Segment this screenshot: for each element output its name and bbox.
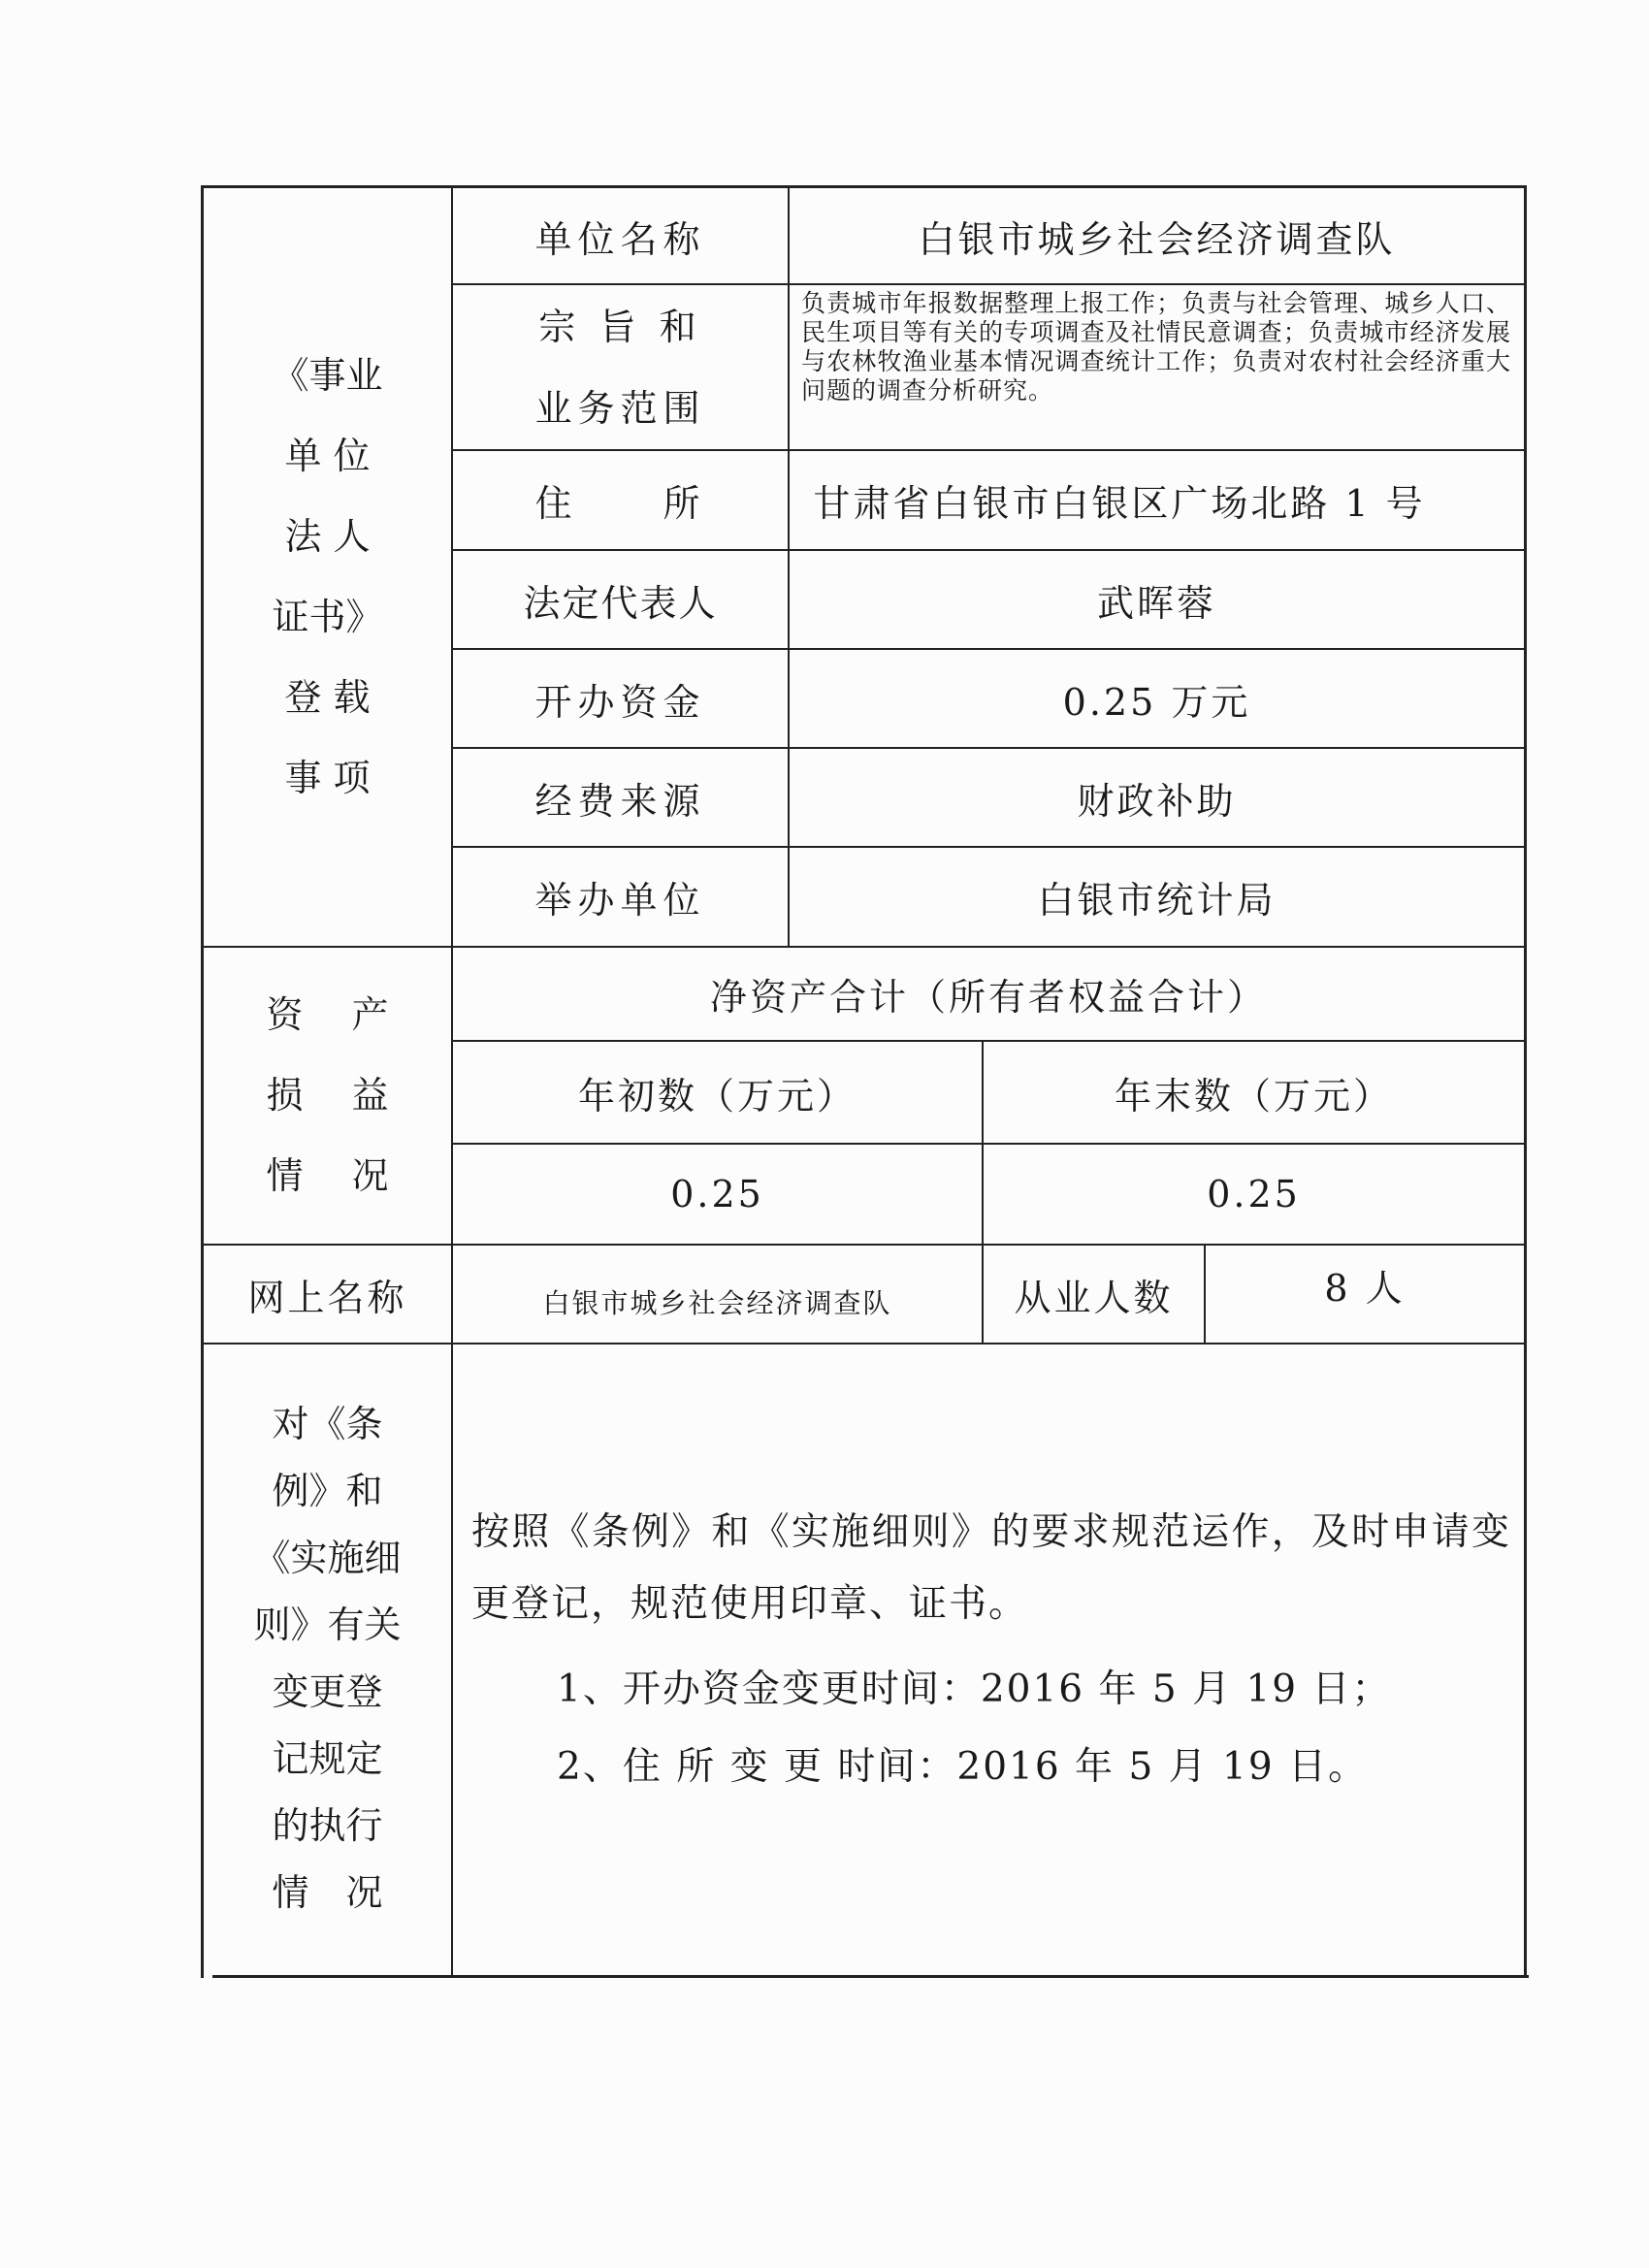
sponsor-unit-value: 白银市统计局 (1037, 879, 1277, 922)
border-right (1524, 185, 1527, 1978)
purpose-scope-value: 负责城市年报数据整理上报工作；负责与社会管理、城乡人口、民生项目等有关的专项调查及社情民意调查；负责城市经济发展与农林牧渔业基本情况调查统计工作；负责对农村社会经济重大问题的调查分析研究。 (801, 289, 1511, 405)
sponsor-unit-label: 举办单位 (534, 879, 706, 922)
compliance-label: 对《条 例》和 《实施细 则》有关 变更登 记规定 的执行 情 况 (253, 1403, 402, 1914)
address-label: 住 所 (534, 482, 706, 525)
compliance-item-1: 1、开办资金变更时间：2016 年 5 月 19 日； (557, 1668, 1392, 1711)
address-value: 甘肃省白银市白银区广场北路 1 号 (813, 482, 1426, 525)
end-of-year-value: 0.25 (1207, 1173, 1301, 1215)
start-of-year-value: 0.25 (670, 1173, 764, 1215)
start-capital-value: 0.25 万元 (1062, 680, 1251, 724)
section-line (202, 1343, 1525, 1345)
funding-source-value: 财政补助 (1077, 779, 1237, 823)
border-bottom (212, 1975, 1529, 1978)
funding-source-label: 经费来源 (534, 779, 706, 823)
end-of-year-label: 年末数（万元） (1114, 1074, 1393, 1118)
legal-representative-label: 法定代表人 (523, 581, 718, 625)
online-name-value: 白银市城乡社会经济调查队 (542, 1287, 892, 1319)
assets-label: 资 产 损 益 情 况 (266, 993, 389, 1197)
registered-items-label: 《事业 单 位 法 人 证书》 登 载 事 项 (272, 354, 383, 799)
online-name-label: 网上名称 (247, 1276, 407, 1319)
staff-count-label: 从业人数 (1014, 1276, 1174, 1319)
purpose-scope-label: 宗 旨 和 业务范围 (534, 305, 706, 430)
compliance-item-2: 2、住 所 变 更 时间：2016 年 5 月 19 日。 (557, 1745, 1369, 1789)
unit-name-label: 单位名称 (534, 217, 706, 261)
start-capital-label: 开办资金 (534, 680, 706, 724)
start-of-year-label: 年初数（万元） (577, 1074, 857, 1118)
net-assets-header: 净资产合计（所有者权益合计） (709, 976, 1267, 1019)
compliance-paragraph: 按照《条例》和《实施细则》的要求规范运作，及时申请变更登记，规范使用印章、证书。 (471, 1510, 1511, 1626)
legal-representative-value: 武晖蓉 (1096, 581, 1216, 625)
unit-name-value: 白银市城乡社会经济调查队 (918, 217, 1396, 261)
staff-count-value: 8 人 (1324, 1266, 1406, 1310)
